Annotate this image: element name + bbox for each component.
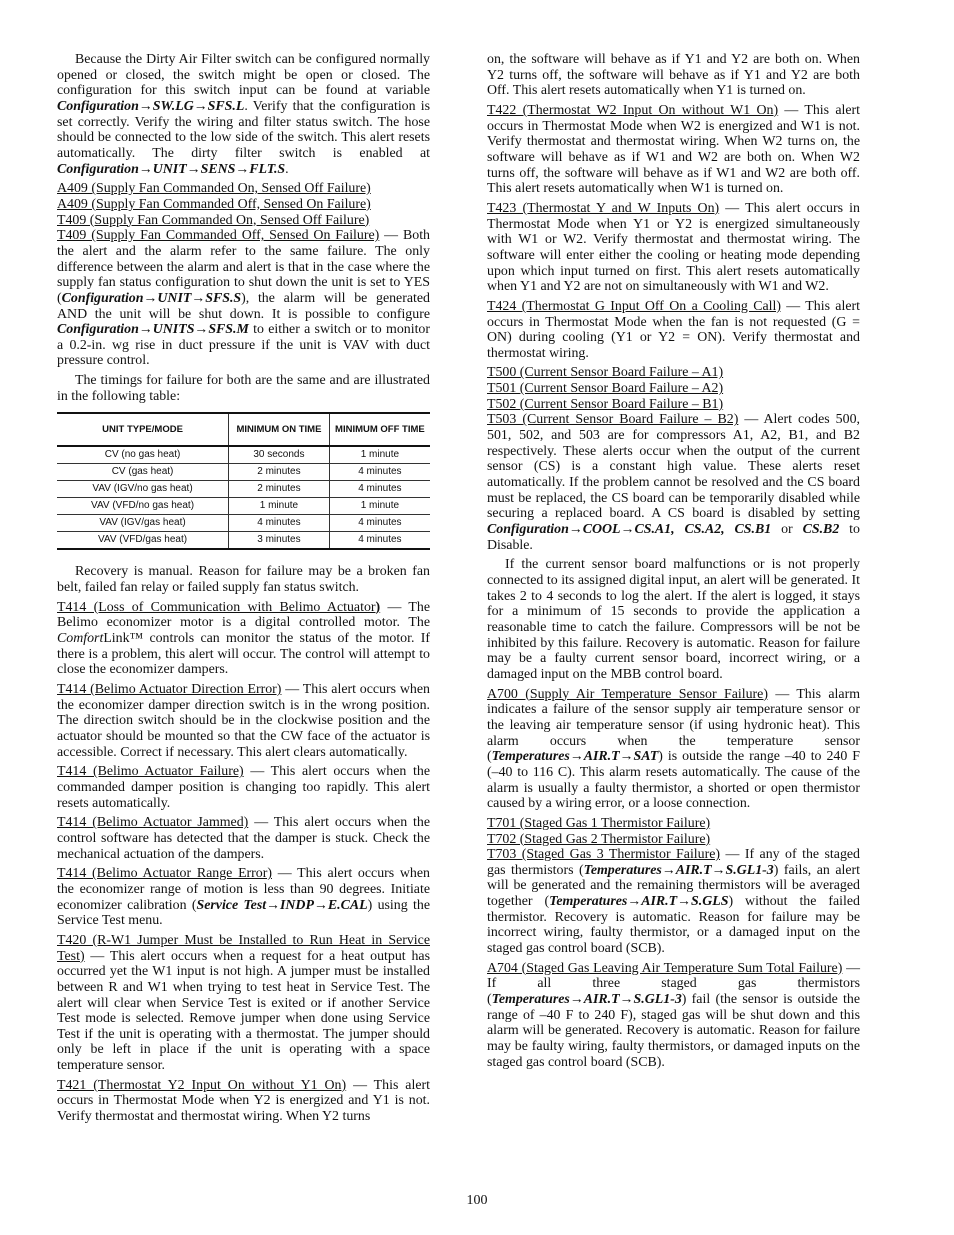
table-row <box>57 498 430 515</box>
table-cell: 1 minute <box>329 498 430 515</box>
alert-title: T703 (Staged Gas 3 Thermistor Failure) <box>487 847 721 863</box>
table-cell: 2 minutes <box>229 464 330 481</box>
table-row <box>57 515 430 532</box>
alert-title: A409 (Supply Fan Commanded On, Sensed Off Failure) <box>57 181 371 197</box>
table-cell: 1 minute <box>329 446 430 464</box>
menu-path: Configuration→COOL→CS.A1, CS.A2, CS.B1 <box>487 522 772 538</box>
table-cell: 30 seconds <box>229 446 330 464</box>
table-cell: 2 minutes <box>229 481 330 498</box>
left-column <box>57 52 430 1125</box>
table-row <box>57 481 430 498</box>
t414-direction-section: T414 (Belimo Actuator Direction Error) — This alert occurs when the economizer damper direction switch is in the wrong position. The direction switch should be in the clockwise position and the actuator should be mounted so that the CW face of the actuator is accessible. Correct if necessary. This alert clears automatically. <box>57 682 430 760</box>
table-row <box>57 446 430 464</box>
menu-path: Temperatures→AIR.T→SAT <box>491 749 659 765</box>
menu-path: Configuration→UNIT→SENS→FLT.S <box>57 161 286 177</box>
table-row <box>57 464 430 481</box>
table-cell: CV (gas heat) <box>57 464 229 481</box>
alert-title: T503 (Current Sensor Board Failure – B2) <box>487 412 739 428</box>
table-cell: VAV (VFD/gas heat) <box>57 532 229 550</box>
alert-title: T414 (Loss of Communication with Belimo Actuator <box>57 599 376 615</box>
table-cell: CV (no gas heat) <box>57 446 229 464</box>
t424-section: T424 (Thermostat G Input Off On a Cooling Call) — This alert occurs in Thermostat Mode when the fan is not requested (G = ON) during cooling (Y1 or Y2 = ON). Verify thermostat and thermostat wiring. <box>487 298 860 361</box>
column-header: MINIMUM OFF TIME <box>329 413 430 446</box>
dirty-filter-paragraph: Because the Dirty Air Filter switch can be configured normally opened or closed, the switch might be open or closed. The configuration for this switch input can be found at variable Configuration→SW.LG→SFS.L. Verify that the configuration is set correctly. Verify the wiring and filter status switch. The hose should be connected to the low side of the switch. This alert resets automatically. The dirty filter switch is enabled at Configuration→UNIT→SENS→FLT.S. <box>57 52 430 177</box>
alert-title: T502 (Current Sensor Board Failure – B1) <box>487 396 724 412</box>
menu-path: Configuration→SW.LG→SFS.L <box>57 98 245 114</box>
a409-section: A409 (Supply Fan Commanded On, Sensed Off Failure) A409 (Supply Fan Commanded Off, Sensed On Failure) T409 (Supply Fan Commanded On, Sensed Off Failure) T409 (Supply Fan Commanded Off, Sensed On Failure) — Both the alert and the alarm refer to the same failure. The only difference between the alarm and alert is that in the case where the supply fan status configuration to shut down the unit is set to YES (Configuration→UNIT→SFS.S), the alarm will be generated AND the unit will be shut down. It is possible to configure Configuration→UNITS→SFS.M to either a switch or to monitor a 0.2-in. wg rise in duct pressure if the unit is VAV with duct pressure control. <box>57 181 430 369</box>
table-cell: VAV (VFD/no gas heat) <box>57 498 229 515</box>
menu-path: Temperatures→AIR.T→S.GL1-3 <box>491 992 682 1008</box>
column-header: MINIMUM ON TIME <box>229 413 330 446</box>
table-cell: 3 minutes <box>229 532 330 550</box>
alert-title: T423 (Thermostat Y and W Inputs On) <box>487 200 720 216</box>
t701-section: T701 (Staged Gas 1 Thermistor Failure) T702 (Staged Gas 2 Thermistor Failure) T703 (Staged Gas 3 Thermistor Failure) — If any of the staged gas thermistors (Temperatures→AIR.T→S.GL1-3) fails, an alert will be generated and the remaining thermistors will be averaged together (Temperatures→AIR.T→S.GLS) without the failed thermistor. Recovery is automatic. Reason for failure may be incorrect wiring, faulty thermistor, or a damaged input on the staged gas control board (SCB). <box>487 815 861 957</box>
a700-section: A700 (Supply Air Temperature Sensor Failure) — This alarm indicates a failure of the sensor supply air temperature sensor or the leaving air temperature sensor (if using hydronic heat). This alarm occurs when the temperature sensor (Temperatures→AIR.T→SAT) is outside the range –40 to 240 F (–40 to 116 C). This alarm resets automatically. The cause of the alarm is usually a faulty thermistor, a shorted or open thermistor caused by a wiring error, or a loose connection. <box>487 686 860 812</box>
alert-title: T421 (Thermostat Y2 Input On without Y1 On) <box>57 1077 347 1093</box>
t414-communication-section: T414 (Loss of Communication with Belimo Actuator) — The Belimo economizer motor is a digital controlled motor. The ComfortLink™ controls can monitor the status of the motor. If there is a problem, this alert will occur. The control will attempt to close the economizer dampers. <box>57 599 430 678</box>
alert-title: T414 (Belimo Actuator Range Error) <box>57 866 272 882</box>
alert-title: T701 (Staged Gas 1 Thermistor Failure) <box>487 815 711 831</box>
page-number: 100 <box>466 1193 488 1208</box>
table-cell: VAV (IGV/gas heat) <box>57 515 229 532</box>
t421-continued: on, the software will behave as if Y1 and Y2 are both on. When Y2 turns off, the software will behave as if Y1 and Y2 are both Off. This alert resets automatically when Y1 is turned on. <box>487 52 860 99</box>
alert-title: A704 (Staged Gas Leaving Air Temperature Sum Total Failure) <box>487 960 843 976</box>
table-cell: VAV (IGV/no gas heat) <box>57 481 229 498</box>
failure-timing-table <box>57 412 430 550</box>
alert-title: T414 (Belimo Actuator Failure) <box>57 764 244 780</box>
t500-section: T500 (Current Sensor Board Failure – A1) T501 (Current Sensor Board Failure – A2) T502 (Current Sensor Board Failure – B1) T503 (Current Sensor Board Failure – B2) — Alert codes 500, 501, 502, and 503 are for compressors A1, A2, B1, and B2 respectively. These alerts occur when the output of the current sensor (CS) is a constant high value. These alerts reset automatically. If the problem cannot be resolved and the CS board must be replaced, the CS board can be temporarily disabled while securing a replaced board. A CS board is disabled by setting Configuration→COOL→CS.A1, CS.A2, CS.B1 or CS.B2 to Disable. <box>487 365 860 553</box>
menu-path: Temperatures→AIR.T→S.GLS <box>549 894 729 910</box>
alert-title: T422 (Thermostat W2 Input On without W1 On) <box>487 102 779 118</box>
alert-title: T500 (Current Sensor Board Failure – A1) <box>487 365 724 381</box>
t421-section: T421 (Thermostat Y2 Input On without Y1 On) — This alert occurs in Thermostat Mode when Y2 is energized and Y1 is not. Verify thermostat and thermostat wiring. When Y2 turns <box>57 1077 430 1125</box>
alert-title: A409 (Supply Fan Commanded Off, Sensed On Failure) <box>57 196 371 212</box>
t414-jammed-section: T414 (Belimo Actuator Jammed) — This alert occurs when the control software has detected that the damper is stuck. Check the mechanical actuation of the dampers. <box>57 815 431 862</box>
table-cell: 4 minutes <box>329 464 430 481</box>
alert-title: T702 (Staged Gas 2 Thermistor Failure) <box>487 831 711 847</box>
table-cell: 4 minutes <box>229 515 330 532</box>
column-header: UNIT TYPE/MODE <box>57 413 229 446</box>
alert-title: A700 (Supply Air Temperature Sensor Failure) <box>487 686 768 702</box>
a704-section: A704 (Staged Gas Leaving Air Temperature Sum Total Failure) — If all three staged gas thermistors (Temperatures→AIR.T→S.GL1-3) fail (the sensor is outside the range of –40 F to 240 F), staged gas will be shut down and this alarm will be generated. Recovery is automatic. Reason for failure may be faulty wiring, faulty thermistors, or damaged inputs on the staged gas control board (SCB). <box>487 960 860 1070</box>
table-cell: 4 minutes <box>329 515 430 532</box>
alert-title: T501 (Current Sensor Board Failure – A2) <box>487 381 724 397</box>
table-cell: 1 minute <box>229 498 330 515</box>
table-cell: 4 minutes <box>329 532 430 550</box>
t420-section: T420 (R-W1 Jumper Must be Installed to Run Heat in Service Test) — This alert occurs when a request for a heat output has occurred yet the W1 input is not high. A jumper must be installed between R and W1 when trying to test heat in Service Test. The alert will clear when Service Test is exited or if another Service Test mode is selected. Remove jumper when done using Service Test if the unit is operating with a thermostat. The jumper should only be left in place if the unit is operating with a space temperature sensor. <box>57 932 430 1074</box>
menu-path: Temperatures→AIR.T→S.GL1-3 <box>583 862 774 878</box>
timings-intro: The timings for failure for both are the same and are illustrated in the following table: <box>57 373 430 404</box>
recovery-paragraph: Recovery is manual. Reason for failure may be a broken fan belt, failed fan relay or failed supply fan status switch. <box>57 564 430 596</box>
menu-path: Configuration→UNIT→SFS.S <box>61 290 242 306</box>
t422-section: T422 (Thermostat W2 Input On without W1 On) — This alert occurs in Thermostat Mode when W2 is energized and W1 is not. Verify thermostat and thermostat wiring. When W2 turns on, the software will behave as if W1 and W2 are both on. When W2 turns off, the software will behave as if W1 and W2 are both off. This alert resets automatically when W1 is turned on. <box>487 102 860 197</box>
alert-title: T409 (Supply Fan Commanded On, Sensed Off Failure) <box>57 212 370 228</box>
table-row <box>57 532 430 550</box>
menu-path: Configuration→UNITS→SFS.M <box>57 322 249 338</box>
menu-path: Service Test→INDP→E.CAL <box>196 897 368 913</box>
table-header-row <box>57 413 430 446</box>
table-cell: 4 minutes <box>329 481 430 498</box>
t414-failure-section: T414 (Belimo Actuator Failure) — This alert occurs when the commanded damper position is changing too rapidly. This alert resets automatically. <box>57 764 430 811</box>
t423-section: T423 (Thermostat Y and W Inputs On) — This alert occurs in Thermostat Mode when Y1 or Y2 is energized simultaneously with W1 or W2. Verify thermostat and thermostat wiring. The software will enter either the cooling or heating mode depending upon which input turned on first. This alert resets automatically when Y1 and Y2 are not on simultaneously with W1 and W2. <box>487 200 860 295</box>
t414-range-section: T414 (Belimo Actuator Range Error) — This alert occurs when the economizer range of motion is less than 90 degrees. Initiate economizer calibration (Service Test→INDP→E.CAL) using the Service Test menu. <box>57 866 430 929</box>
alert-title: T414 (Belimo Actuator Direction Error) <box>57 682 282 698</box>
alert-title: T409 (Supply Fan Commanded Off, Sensed On Failure) <box>57 228 380 244</box>
current-sensor-paragraph: If the current sensor board malfunctions or is not properly connected to its assigned digital input, an alert will be generated. It takes 2 to 4 seconds to log the alert. If the alert is logged, it stays for a minimum of 15 seconds to provide the application a reasonable time to catch the failure. Compressors will be not be inhibited by this failure. Recovery is automatic. Reason for failure may be a faulty current sensor board, incorrect wiring, or a damaged input on the MBB control board. <box>487 557 860 682</box>
alert-title: T424 (Thermostat G Input Off On a Cooling Call) <box>487 298 781 314</box>
alert-title: T420 (R-W1 Jumper Must be Installed to Run Heat in Service Test) <box>57 932 430 964</box>
alert-title: T414 (Belimo Actuator Jammed) <box>57 815 249 831</box>
right-column <box>487 52 860 1074</box>
